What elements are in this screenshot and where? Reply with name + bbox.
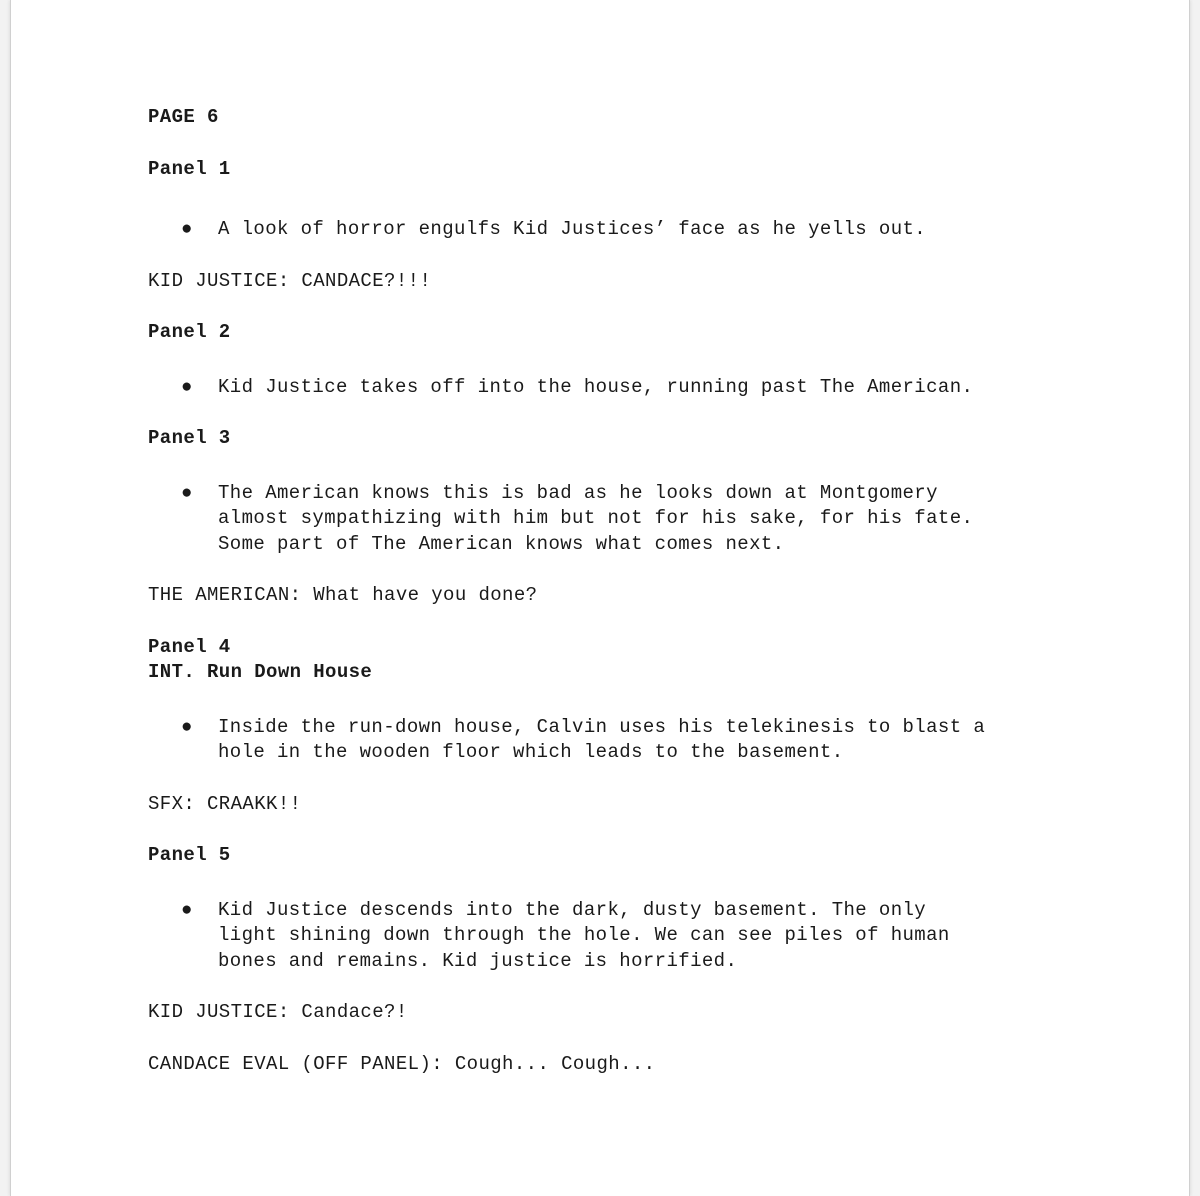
bullet-icon: ● (181, 375, 193, 398)
panel-3-dialogue: THE AMERICAN: What have you done? (148, 584, 538, 606)
document-page (10, 0, 1190, 1196)
panel-4-heading: Panel 4 (148, 635, 231, 658)
action-line: The American knows this is bad as he looks down at Montgomery (218, 481, 938, 504)
panel-3-heading: Panel 3 (148, 427, 231, 449)
panel-4-location: INT. Run Down House (148, 661, 373, 683)
bullet-icon: ● (181, 481, 193, 504)
action-line: Some part of The American knows what comes next. (218, 532, 785, 555)
panel-5-heading: Panel 5 (148, 844, 231, 866)
panel-1-dialogue: KID JUSTICE: CANDACE?!!! (148, 269, 432, 292)
action-line: Inside the run-down house, Calvin uses his telekinesis to blast a (218, 715, 986, 738)
panel-3-action (148, 481, 1078, 558)
action-line: Kid Justice descends into the dark, dusty basement. The only (218, 898, 927, 921)
panel-1-heading: Panel 1 (148, 157, 231, 180)
panel-2-action (148, 375, 1078, 401)
panel-5-dialogue-2: CANDACE EVAL (OFF PANEL): Cough... Cough... (148, 1052, 656, 1075)
action-line: hole in the wooden floor which leads to the basement. (218, 741, 844, 763)
action-line: light shining down through the hole. We can see piles of human (218, 924, 950, 946)
bullet-icon: ● (181, 715, 193, 738)
script-content (148, 105, 1078, 1077)
bullet-icon: ● (181, 218, 193, 240)
panel-4-sfx: SFX: CRAAKK!! (148, 792, 302, 815)
panel-1-action (148, 217, 1078, 243)
action-line: Kid Justice takes off into the house, running past The American. (218, 375, 974, 398)
panel-2-heading: Panel 2 (148, 321, 231, 343)
bullet-icon: ● (181, 898, 193, 921)
action-line: bones and remains. Kid justice is horrified. (218, 949, 738, 972)
action-line: A look of horror engulfs Kid Justices’ face as he yells out. (218, 218, 927, 240)
panel-4-action (148, 715, 1078, 766)
action-line: almost sympathizing with him but not for his sake, for his fate. (218, 507, 974, 529)
page-label: PAGE 6 (148, 106, 219, 128)
panel-5-dialogue-1: KID JUSTICE: Candace?! (148, 1001, 408, 1023)
panel-5-action (148, 898, 1078, 975)
